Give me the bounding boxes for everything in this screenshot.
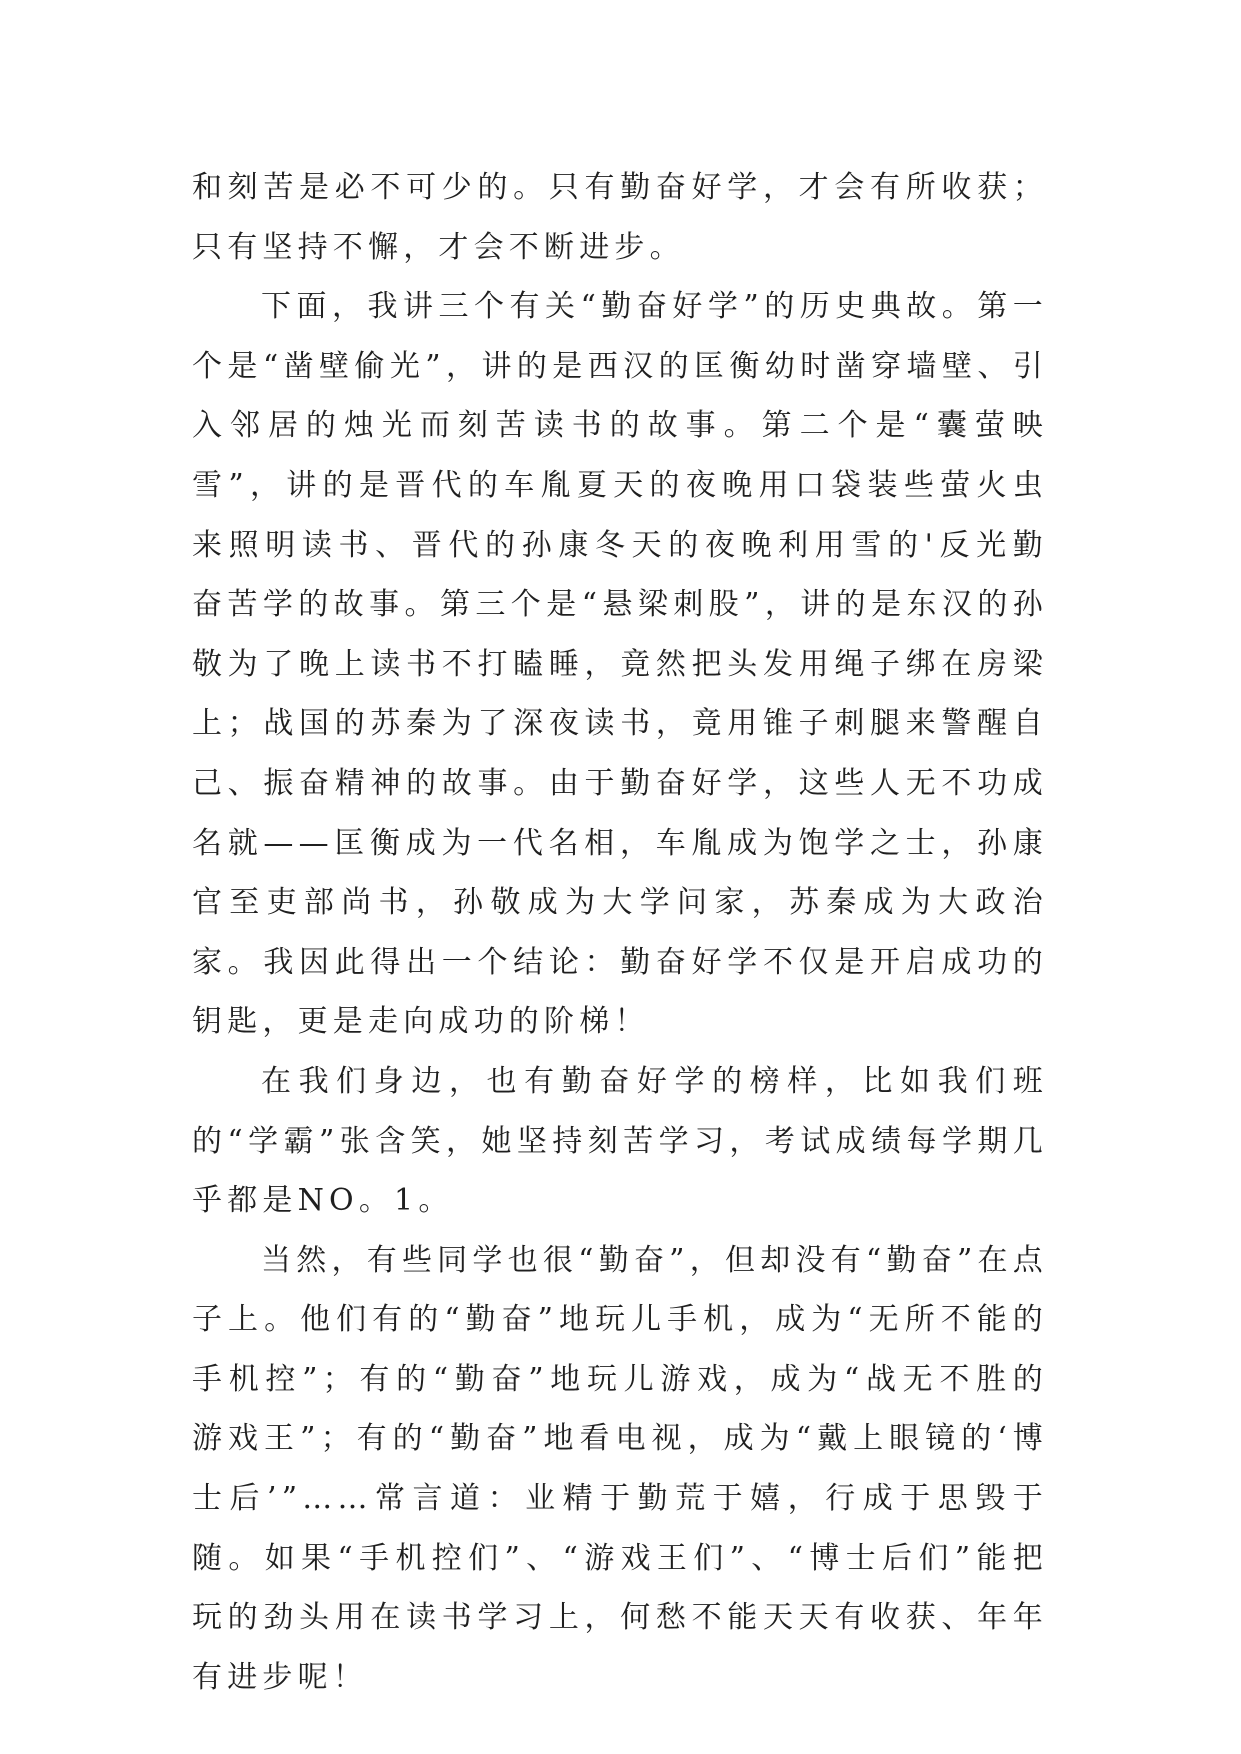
paragraph-continuation: 和刻苦是必不可少的。只有勤奋好学，才会有所收获；只有坚持不懈，才会不断进步。 bbox=[192, 170, 1048, 265]
paragraph-classmate-example: 在我们身边，也有勤奋好学的榜样，比如我们班的“学霸”张含笑，她坚持刻苦学习，考试成绩每学期几乎都是NO。1。 bbox=[192, 1063, 1048, 1219]
document-page bbox=[192, 158, 1048, 1707]
paragraph-misplaced-diligence: 当然，有些同学也很“勤奋”，但却没有“勤奋”在点子上。他们有的“勤奋”地玩儿手机，成为“无所不能的手机控”；有的“勤奋”地玩儿游戏，成为“战无不胜的游戏王”；有的“勤奋”地看电视，成为“戴上眼镜的‘博士后’”……常言道：业精于勤荒于嬉，行成于思毁于随。如果“手机控们”、“游戏王们”、“博士后们”能把玩的劲头用在读书学习上，何愁不能天天有收获、年年有进步呢！ bbox=[192, 1242, 1048, 1695]
paragraph-historical-stories: 下面，我讲三个有关“勤奋好学”的历史典故。第一个是“凿壁偷光”，讲的是西汉的匡衡幼时凿穿墙壁、引入邻居的烛光而刻苦读书的故事。第二个是“囊萤映雪”，讲的是晋代的车胤夏天的夜晚用口袋装些萤火虫来照明读书、晋代的孙康冬天的夜晚利用雪的'反光勤奋苦学的故事。第三个是“悬梁刺股”，讲的是东汉的孙敬为了晚上读书不打瞌睡，竟然把头发用绳子绑在房梁上；战国的苏秦为了深夜读书，竟用锥子刺腿来警醒自己、振奋精神的故事。由于勤奋好学，这些人无不功成名就——匡衡成为一代名相，车胤成为饱学之士，孙康官至吏部尚书，孙敬成为大学问家，苏秦成为大政治家。我因此得出一个结论：勤奋好学不仅是开启成功的钥匙，更是走向成功的阶梯！ bbox=[192, 289, 1048, 1040]
